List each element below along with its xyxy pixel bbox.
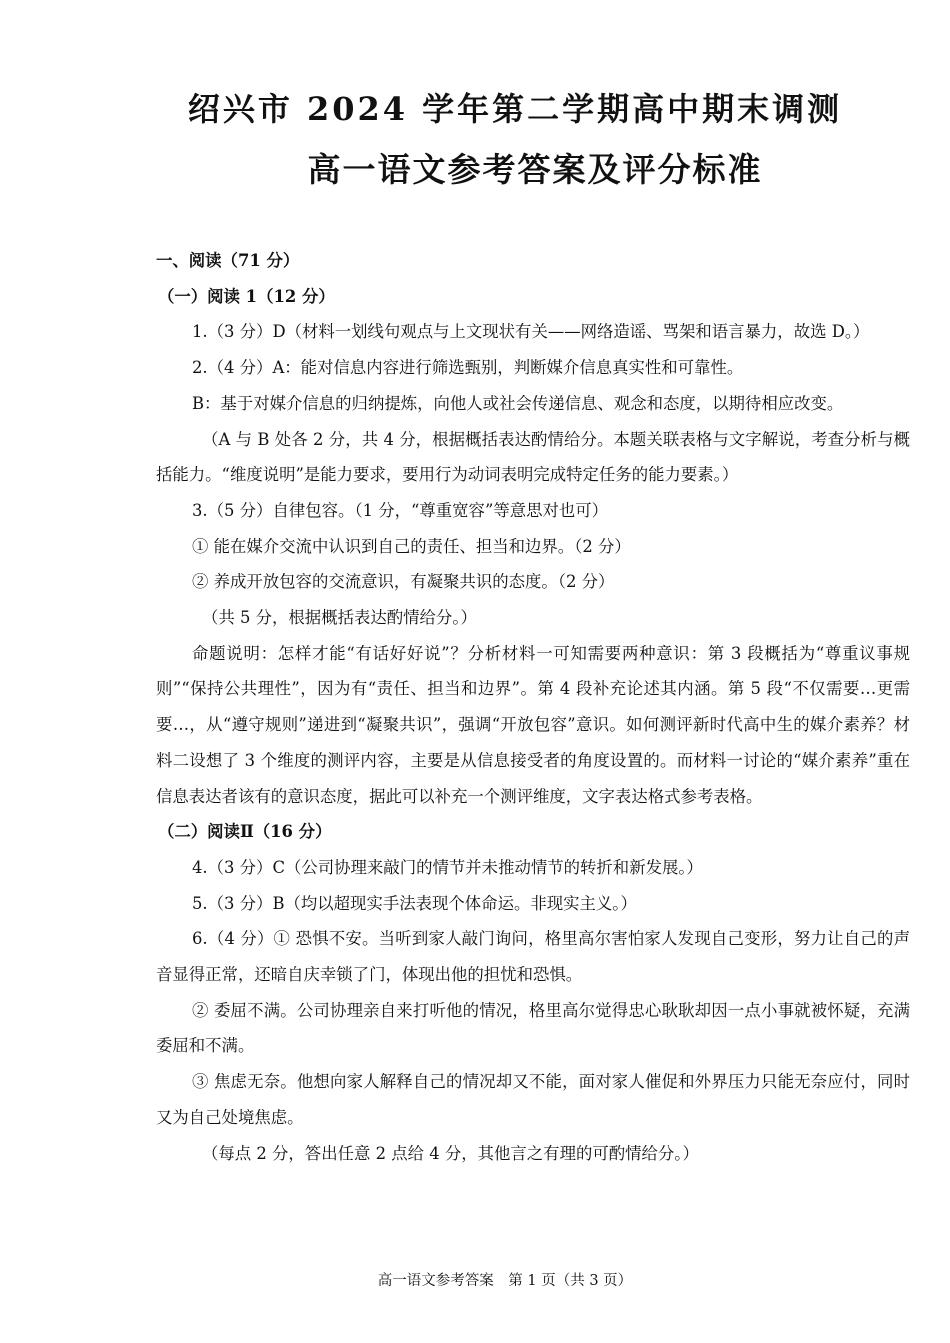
answer-content [156, 243, 910, 1171]
scoring-note-q6: （每点 2 分，答出任意 2 点给 4 分，其他言之有理的可酌情给分。） [202, 1143, 699, 1163]
answer-q2-b: B：基于对媒介信息的归纳提炼，向他人或社会传递信息、观念和态度，以期待相应改变。 [192, 393, 844, 413]
document-title: 绍兴市 2024 学年第二学期高中期末调测 [187, 90, 843, 128]
design-explanation-q3: 命题说明：怎样才能“有话好好说”？分析材料一可知需要两种意识：第 3 段概括为“尊重议事规则”“保持公共理性”，因为有“责任、担当和边界”。第 4 段补充论述其内涵。第 5 段“不仅需要…更需要…，从“遵守规则”递进到“凝聚共识”，强调“开放包容”意识。如何测评新时代高中生的媒介素养？材料二设想了 3 个维度的测评内容，主要是从信息接受者的角度设置的。而材料一讨论的“媒介素养”重在信息表达者该有的意识态度，据此可以补充一个测评维度，文字表达格式参考表格。 [156, 643, 910, 806]
answer-q6-point-2: ② 委屈不满。公司协理亲自来打听他的情况，格里高尔觉得忠心耿耿却因一点小事就被怀疑，充满委屈和不满。 [156, 1000, 910, 1056]
answer-q6-point-3: ③ 焦虑无奈。他想向家人解释自己的情况却又不能，面对家人催促和外界压力只能无奈应付，同时又为自己处境焦虑。 [156, 1072, 910, 1127]
answer-q3-point-1: ① 能在媒介交流中认识到自己的责任、担当和边界。（2 分） [192, 536, 631, 556]
answer-q2-a: 2.（4 分）A：能对信息内容进行筛选甄别，判断媒介信息真实性和可靠性。 [192, 358, 744, 378]
scoring-note-q3: （共 5 分，根据概括表达酌情给分。） [202, 608, 477, 628]
answer-q3: 3.（5 分）自律包容。（1 分，“尊重宽容”等意思对也可） [192, 500, 609, 520]
answer-q6-point-1: 6.（4 分）① 恐惧不安。当听到家人敲门询问，格里高尔害怕家人发现自己变形，努力让自己的声音显得正常，还暗自庆幸锁了门，体现出他的担忧和恐惧。 [156, 929, 910, 985]
part-heading-reading-1: （一）阅读 1（12 分） [158, 286, 335, 306]
part-heading-reading-2: （二）阅读Ⅱ（16 分） [158, 822, 332, 842]
answer-q4: 4.（3 分）C（公司协理来敲门的情节并未推动情节的转折和新发展。） [192, 857, 703, 877]
page-footer: 高一语文参考答案 第 1 页（共 3 页） [377, 1273, 633, 1289]
section-heading-reading: 一、阅读（71 分） [156, 251, 300, 270]
document-subtitle: 高一语文参考答案及评分标准 [307, 150, 763, 189]
answer-q5: 5.（3 分）B（均以超现实手法表现个体命运。非现实主义。） [192, 893, 637, 913]
scoring-note-q2: （A 与 B 处各 2 分，共 4 分，根据概括表达酌情给分。本题关联表格与文字解说，考查分析与概括能力。“维度说明”是能力要求，要用行为动词表明完成特定任务的能力要素。） [156, 429, 910, 485]
answer-q3-point-2: ② 养成开放包容的交流意识，有凝聚共识的态度。（2 分） [192, 572, 615, 592]
answer-q1: 1.（3 分）D（材料一划线句观点与上文现状有关——网络造谣、骂架和语言暴力，故选 D。） [192, 322, 870, 342]
